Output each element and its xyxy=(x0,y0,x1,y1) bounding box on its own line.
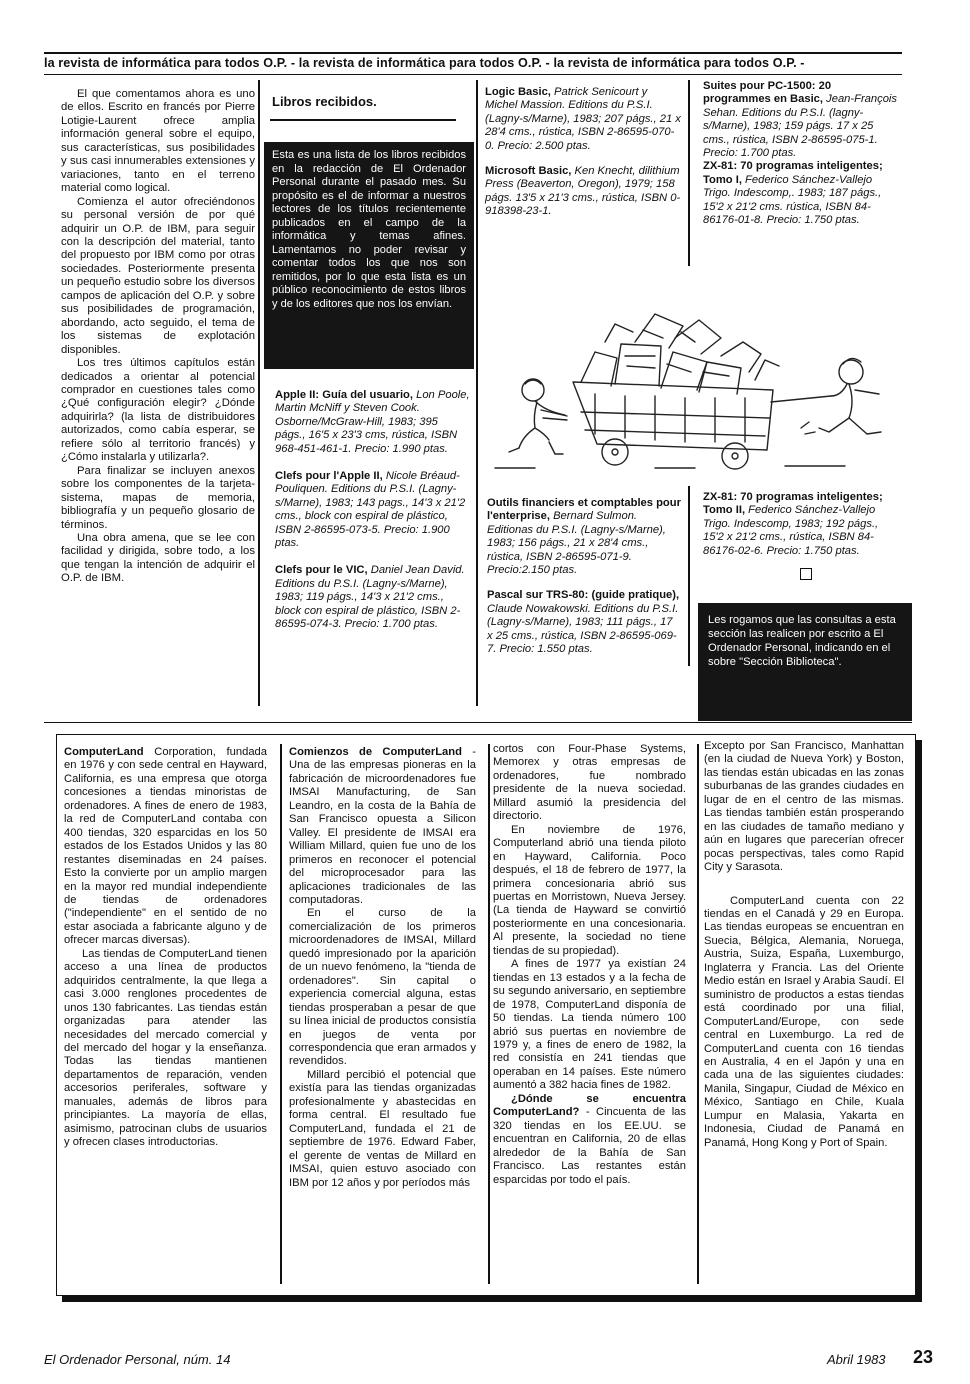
paragraph-lead: ComputerLand xyxy=(64,746,144,758)
book-list-column-3-top xyxy=(485,86,681,219)
book-title: Outils financiers et comptables pour l'enterprise, xyxy=(487,497,681,523)
paragraph: Una obra amena, que se lee con facilidad y dirigida, sobre todo, a los que tengan la intención de adquirir el O.P. de IBM. xyxy=(61,531,255,585)
article-paragraph xyxy=(493,824,686,959)
article-column-1 xyxy=(64,746,267,1150)
paragraph: Los tres últimos capítulos están dedicados a orientar al potencial comprador en cuestiones tales como ¿Qué configuración elegir? ¿Dónde adquirirla? (la lista de distribuidores autorizados, como cabía esperar, se refiere sólo al territorio francés) y ¿Cómo instalarla y utilizarla?. xyxy=(61,357,255,464)
paragraph: Para finalizar se incluyen anexos sobre los componentes de la tarjeta-sistema, mapas de memoria, bibliografía y un pequeño glosario de términos. xyxy=(61,464,255,531)
end-mark-icon xyxy=(800,568,812,580)
book-details: Jean-François Sehan. Editions du P.S.I. (lagny-s/Marne), 1983; 159 págs. 17 x 25 cms., rústica, ISBN 2-86595-075-1. Precio: 1.700 ptas. xyxy=(703,93,898,160)
libros-intro: Esta es una lista de los libros recibidos en la redacción de El Ordenador Personal durante el pasado mes. Su propósito es el de informar a nuestros lectores de los títulos recientemente publicados en el campo de la informática y temas afines. Lamentamos no poder revisar y comentar todos los que nos son remitidos, por lo que esta lista es un público reconocimiento de estos libros y de los editores que nos los envían. xyxy=(272,149,466,311)
page-number: 23 xyxy=(913,1347,934,1367)
article-column-3 xyxy=(493,743,686,1187)
book-entry xyxy=(485,86,681,153)
paragraph: Comienza el autor ofreciéndonos su personal versión de por qué adquirir un O.P. de IBM, para seguir con la descripción del material, tanto del propuesto por IBM como por otras sociedades. Posteriormente presenta un pequeño estudio sobre los diversos campos de aplicación del O.P. y sobre sus posibilidades de programación, abordando, acto seguido, el tema de los sistemas de explotación disponibles. xyxy=(61,195,255,356)
footer-date: Abril 1983 xyxy=(827,1352,886,1367)
cartoon-illustration xyxy=(485,272,905,482)
book-entry xyxy=(487,589,681,656)
article-paragraph xyxy=(64,746,267,948)
book-list-column-3-bottom xyxy=(487,497,681,656)
article-paragraph xyxy=(493,743,686,824)
book-title: Clefs pour le VIC, xyxy=(275,564,368,577)
book-entry xyxy=(703,80,899,160)
column-rule xyxy=(688,486,690,666)
paragraph-text: A fines de 1977 ya existían 24 tiendas en 13 estados y a la fecha de su segundo aniversario, en septiembre de 1978, ComputerLand disponía de 50 tiendas. La tienda número 100 abrió sus puertas en noviembre de 1979 y, a fines de enero de 1982, la red consistía en 241 tiendas que operaban en 14 países. Este número aumentó a 382 hacia fines de 1982. xyxy=(493,958,686,1092)
left-column-text xyxy=(61,88,255,586)
book-details: Federico Sánchez-Vallejo Trigo. Indescomp,. 1983; 187 págs., 15'2 x 21'2 cms. rústica, ISBN 84-86176-01-8. Precio: 1.750 ptas. xyxy=(703,173,882,227)
article-paragraph xyxy=(289,1069,476,1190)
paragraph-lead: ¿Dónde se encuentra ComputerLand? xyxy=(493,1092,686,1119)
column-rule xyxy=(688,80,690,266)
paragraph-text: En el curso de la comercialización de los primeros microordenadores de IMSAI, Millard quedó impresionado por la aparición de un nuevo fenómeno, la "tienda de ordenadores". Sin capital o experiencia comercial alguna, estas tiendas prosperaban a pesar de que su línea inicial de productos consistía en juegos de venta por correspondencia que eran armados y revendidos. xyxy=(289,907,476,1068)
book-title: Logic Basic, xyxy=(485,86,551,98)
article-paragraph xyxy=(704,740,904,875)
book-list-column-4-top xyxy=(703,80,899,227)
footer-magazine: El Ordenador Personal, núm. 14 xyxy=(44,1352,231,1367)
paragraph-text: ComputerLand cuenta con 22 tiendas en el Canadá y 29 en Europa. Las tiendas europeas se encuentran en Suecia, Bélgica, Alemania, Noruega, Austria, Suiza, España, Luxemburgo, Inglaterra y Francia. Las del Oriente Medio están en Israel y Arabia Saudí. El suministro de productos a estas tiendas está coordinado por una filial, ComputerLand/Europe, con sede central en Luxemburgo. La red de ComputerLand cuenta con 16 tiendas en Australia, 4 en el Japón y una en cada una de las siguientes ciudades: Manila, Singapur, Ciudad de México en México, Santiago en Chile, Kuala Lumpur en Malasia, Yakarta en Indonesia, Ciudad de Panamá en Panamá, Hong Kong y Port of Spain. xyxy=(704,894,904,1149)
paragraph-lead: Comienzos de ComputerLand xyxy=(289,746,462,758)
paragraph: El que comentamos ahora es uno de ellos. Escrito en francés por Pierre Lotigie-Laurent ofrece amplia información general sobre el equipo, sus características, sus posibilidades y sus casi innumerables extensiones y variaciones, tanto en el terreno material como logical. xyxy=(61,88,255,195)
header-banner: la revista de informática para todos O.P. - la revista de informática para todos O.P. - la revista de informática para todos O.P. - xyxy=(44,52,902,75)
article-column-rule xyxy=(280,744,282,1284)
book-details: Ken Knecht, dilithium Press (Beaverton, Oregon), 1979; 158 págs. 13'5 x 21'3 cms., rústica, ISBN 0-918398-23-1. xyxy=(485,165,681,218)
book-title: Clefs pour l'Apple II, xyxy=(275,470,383,483)
article-paragraph xyxy=(493,958,686,1093)
article-paragraph xyxy=(289,746,476,907)
article-paragraph xyxy=(289,907,476,1068)
cartoon-svg xyxy=(485,272,905,482)
book-title: Suites pour PC-1500: 20 programmes en Basic, xyxy=(703,80,832,106)
paragraph-text: Corporation, fundada en 1976 y con sede central en Hayward, California, es una empresa que otorga concesiones a tiendas minoristas de ordenadores. A fines de enero de 1983, la red de ComputerLand contaba con 400 tiendas, 320 esparcidas en los 50 estados de los Estados Unidos y las 80 restantes diseminadas en 24 países. Esto la convierte por un amplio margen en la mayor red mundial independiente de tiendas de ordenadores ("independiente" en el sentido de no estar asociada a fabricante alguno y de ofrecer marcas diversas). xyxy=(64,746,267,947)
column-rule xyxy=(476,80,478,706)
paragraph-text: Excepto por San Francisco, Manhattan (en la ciudad de Nueva York) y Boston, las tiendas están ubicadas en las zonas suburbanas de las grandes ciudades en lugar de en el centro de las mismas. Las tiendas también están prosperando en las ciudades de tamaño mediano y aún en lugares que parecerían ofrecer pocas perspectivas, tales como Rapid City y Sarasota. xyxy=(704,740,904,874)
article-paragraph xyxy=(704,895,904,1151)
book-entry xyxy=(275,564,470,631)
book-details: Claude Nowakowski. Editions du P.S.I. (Lagny-s/Marne), 1983; 111 págs., 17 x 25 cms., rústica, ISBN 2-86595-069-7. Precio: 1.550 ptas. xyxy=(487,602,679,656)
paragraph-text: cortos con Four-Phase Systems, Memorex y otras empresas de ordenadores, fue nombrado presidente de la nueva sociedad. Millard asumió la presidencia del directorio. xyxy=(493,743,686,823)
book-entry xyxy=(703,491,899,558)
paragraph-text: - Cincuenta de las 320 tiendas en los EE.UU. se encuentran en California, 20 de ellas alrededor de la Bahía de San Francisco. Las restantes están esparcidas por todo el país. xyxy=(493,1106,686,1186)
book-entry xyxy=(703,160,899,227)
book-entry xyxy=(275,470,470,550)
book-list-column-2 xyxy=(275,389,470,632)
paragraph-text: Las tiendas de ComputerLand tienen acceso a una línea de productos adquiridos centralmente, la que llega a casi 3.000 renglones procedentes de unos 130 fabricantes. Las tiendas están organizadas para atender las necesidades del mercado comercial y del mercado del hogar y la enseñanza. Todas las tiendas mantienen departamentos de reparación, venden accesorios periferales, software y manuales, además de libros para principiantes. La mayoría de ellas, asimismo, patrocinan clubs de usuarios y ofrecen clases introductorias. xyxy=(64,947,267,1149)
paragraph-text: - Una de las empresas pioneras en la fabricación de microordenadores fue IMSAI Manufacturing, de San Leandro, en la costa de la Bahía de San Francisco opuesta a Silicon Valley. El presidente de IMSAI era William Millard, quien fue uno de los primeros en reconocer el potencial del microprocesador para las aplicaciones tradicionales de las computadoras. xyxy=(289,746,476,906)
book-details: Bernard Sulmon. Editionas du P.S.I. (Lagny-s/Marne), 1983; 156 págs., 21 x 28'4 cms., rústica, ISBN 2-86595-071-9. Precio:2.150 ptas. xyxy=(487,510,666,577)
section-divider xyxy=(44,722,912,723)
article-column-2 xyxy=(289,746,476,1190)
book-details: Lon Poole, Martin McNiff y Steven Cook. Osborne/McGraw-Hill, 1983; 395 págs., 16'5 x 23'3 cms, rústica, ISBN 968-451-461-1. Precio: 1.990 ptas. xyxy=(275,389,470,455)
book-entry xyxy=(487,497,681,577)
book-list-column-4-bottom xyxy=(703,491,899,558)
book-details: Daniel Jean David. Editions du P.S.I. (Lagny-s/Marne), 1983; 119 págs., 14'3 x 21'2 cms., block con espiral de plástico, ISBN 2-86595-074-3. Precio: 1.700 ptas. xyxy=(275,564,465,631)
article-column-rule xyxy=(488,744,490,1284)
libros-title-rule xyxy=(270,119,456,121)
article-paragraph xyxy=(64,948,267,1150)
paragraph-text: En noviembre de 1976, Computerland abrió una tienda piloto en Hayward, California. Poco después, el 18 de febrero de 1977, la primera concesionaria abrió sus puertas en Morristown, Nueva Jersey. (La tienda de Hayward se convirtió posteriormente en una concesionaria. Al presente, la sociedad no tiene tiendas de su propiedad). xyxy=(493,823,686,957)
book-title: ZX-81: 70 programas inteligentes; Tomo II, xyxy=(703,491,883,517)
book-details: Federico Sánchez-Vallejo Trigo. Indescomp, 1983; 192 págs., 15'2 x 21'2 cms., rústica, ISBN 84-86176-02-6. Precio: 1.750 ptas. xyxy=(703,504,879,557)
article-paragraph xyxy=(493,1093,686,1187)
book-title: Pascal sur TRS-80: (guide pratique), xyxy=(487,589,680,602)
libros-intro-box xyxy=(264,142,474,369)
book-details: Patrick Senicourt y Michel Massion. Editions du P.S.I. (Lagny-s/Marne), 1983; 207 págs., 21 x 28'4 cms., rústica, ISBN 2-86595-070-0. Precio: 2.500 ptas. xyxy=(485,86,681,152)
book-entry xyxy=(485,165,681,219)
book-title: Apple II: Guía del usuario, xyxy=(275,389,413,401)
column-rule xyxy=(258,80,260,706)
book-details: Nicole Bréaud-Pouliquen. Editions du P.S.I. (Lagny-s/Marne), 1983; 143 pags., 14'3 x 21'2 cms., block con espiral de plástico, ISBN 2-86595-073-5. Precio: 1.900 ptas. xyxy=(275,470,466,550)
book-entry xyxy=(275,389,470,456)
libros-box xyxy=(264,86,470,369)
paragraph-text: Millard percibió el potencial que existía para las tiendas organizadas profesionalmente y abastecidas en forma central. El resultado fue ComputerLand, fundada el 21 de septiembre de 1976. Edward Faber, el gerente de ventas de Millard en IMSAI, quien estuvo asociado con IBM por 12 años y por períodos más xyxy=(289,1068,476,1189)
book-title: ZX-81: 70 programas inteligentes; Tomo I, xyxy=(703,160,883,186)
libros-title: Libros recibidos. xyxy=(272,94,377,109)
book-title: Microsoft Basic, xyxy=(485,165,572,178)
notice-box xyxy=(698,603,912,721)
article-column-rule xyxy=(697,744,699,1284)
notice-text: Les rogamos que las consultas a esta sección las realicen por escrito a El Ordenador Personal, indicando en el sobre "Sección Biblioteca". xyxy=(708,614,896,668)
article-column-4 xyxy=(704,740,904,1150)
